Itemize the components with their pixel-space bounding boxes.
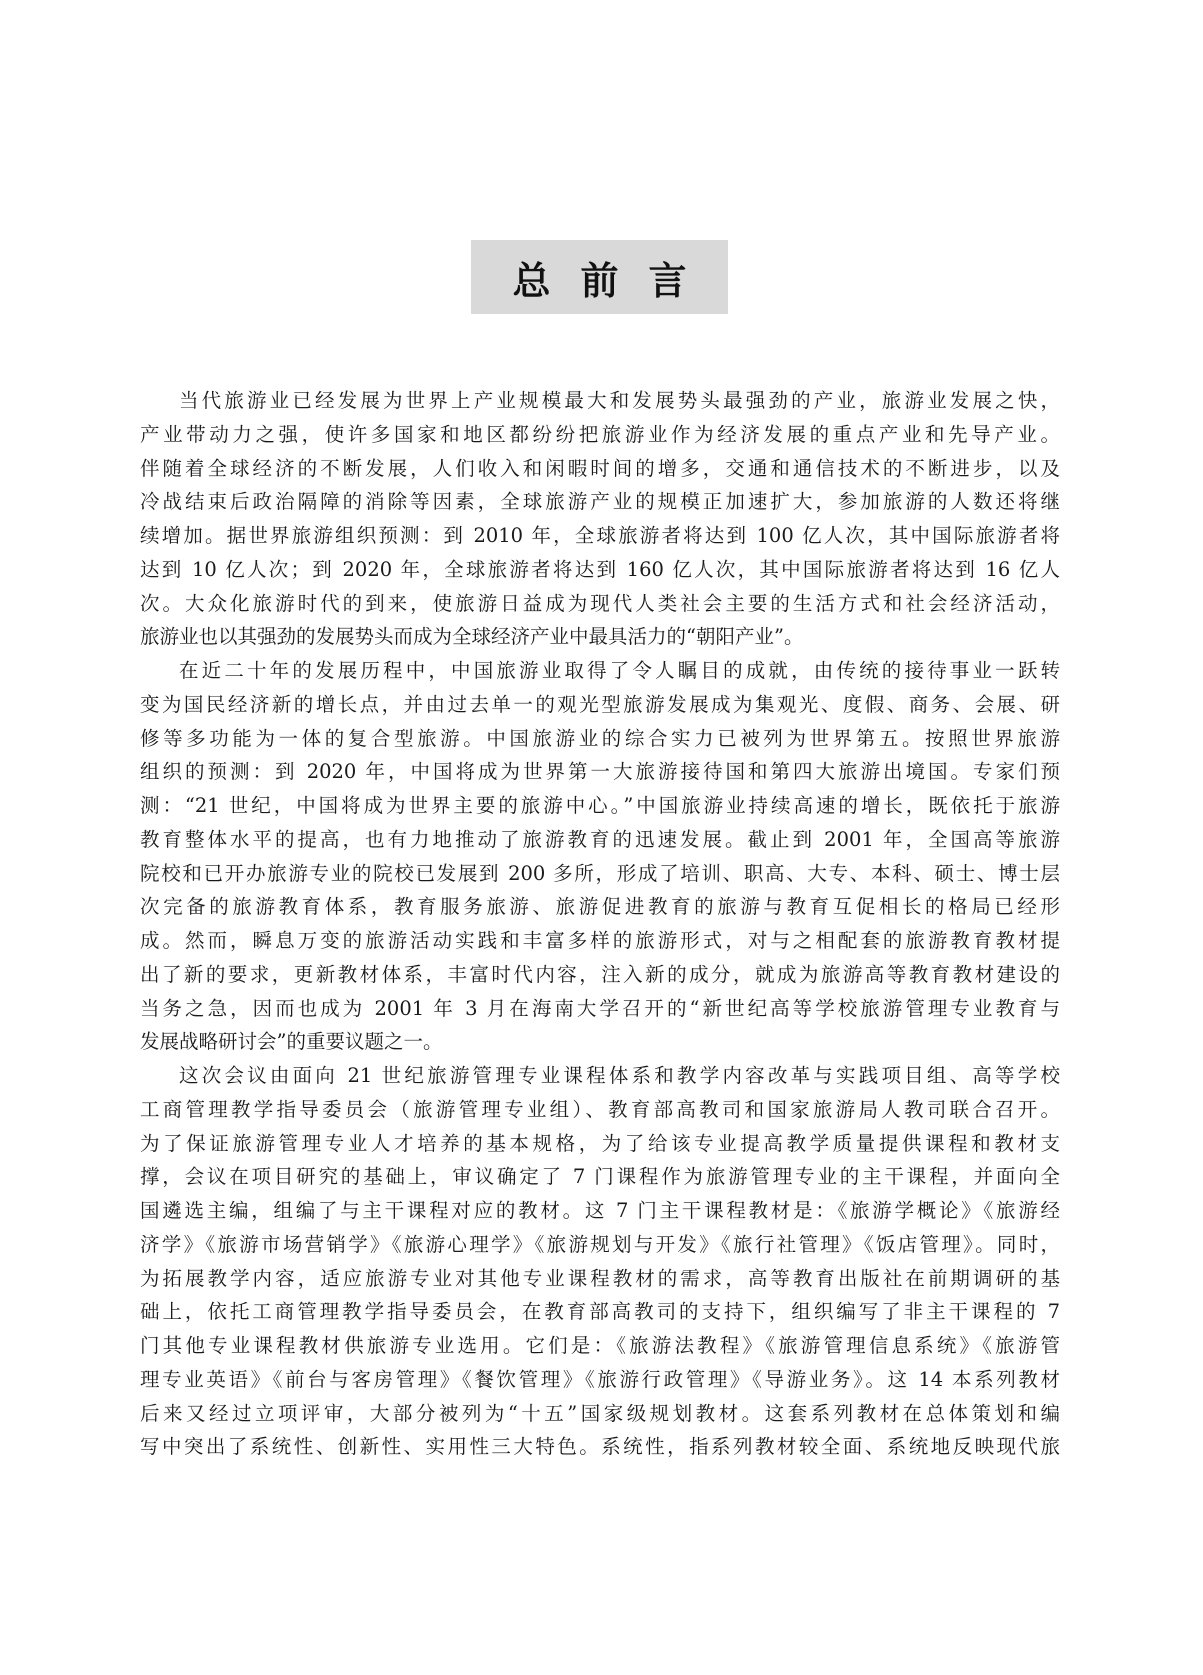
text-line: 础上，依托工商管理教学指导委员会，在教育部高教司的支持下，组织编写了非主干课程的 7 (140, 1300, 1060, 1324)
text-line: 这次会议由面向 21 世纪旅游管理专业课程体系和教学内容改革与实践项目组、高等学校 (179, 1064, 1060, 1087)
text-line: 当务之急，因而也成为 2001 年 3 月在海南大学召开的“新世纪高等学校旅游管理专业教育与 (140, 996, 1060, 1020)
text-line: 为拓展教学内容，适应旅游专业对其他专业课程教材的需求，高等教育出版社在前期调研的基 (140, 1266, 1060, 1290)
text-line: 教育整体水平的提高，也有力地推动了旅游教育的迅速发展。截止到 2001 年，全国高等旅游 (140, 827, 1060, 851)
text-line: 撑，会议在项目研究的基础上，审议确定了 7 门课程作为旅游管理专业的主干课程，并面向全 (140, 1165, 1060, 1189)
paragraph (140, 654, 1060, 1059)
preface-body (140, 384, 1060, 1464)
text-line: 工商管理教学指导委员会（旅游管理专业组）、教育部高教司和国家旅游局人教司联合召开。 (140, 1097, 1060, 1121)
text-line: 写中突出了系统性、创新性、实用性三大特色。系统性，指系列教材较全面、系统地反映现代旅 (140, 1435, 1060, 1459)
text-line: 理专业英语》《前台与客房管理》《餐饮管理》《旅游行政管理》《导游业务》。这 14 本系列教材 (140, 1367, 1060, 1391)
page-title: 总前言 (512, 258, 717, 303)
text-line: 达到 10 亿人次；到 2020 年，全球旅游者将达到 160 亿人次，其中国际旅游者将达到 16 亿人 (140, 557, 1060, 581)
text-line: 发展战略研讨会”的重要议题之一。 (140, 1030, 443, 1054)
text-line: 次。大众化旅游时代的到来，使旅游日益成为现代人类社会主要的生活方式和社会经济活动， (140, 591, 1060, 615)
text-line: 组织的预测：到 2020 年，中国将成为世界第一大旅游接待国和第四大旅游出境国。专家们预 (140, 760, 1060, 784)
text-line: 门其他专业课程教材供旅游专业选用。它们是：《旅游法教程》《旅游管理信息系统》《旅游管 (140, 1334, 1060, 1357)
text-line: 测：“21 世纪，中国将成为世界主要的旅游中心。”中国旅游业持续高速的增长，既依托于旅游 (140, 794, 1060, 817)
text-line: 为了保证旅游管理专业人才培养的基本规格，为了给该专业提高教学质量提供课程和教材支 (140, 1131, 1060, 1155)
text-line: 变为国民经济新的增长点，并由过去单一的观光型旅游发展成为集观光、度假、商务、会展、研 (140, 692, 1060, 716)
text-line: 次完备的旅游教育体系，教育服务旅游、旅游促进教育的旅游与教育互促相长的格局已经形 (140, 895, 1060, 919)
title-banner (471, 240, 728, 314)
text-line: 续增加。据世界旅游组织预测：到 2010 年，全球旅游者将达到 100 亿人次，其中国际旅游者将 (140, 524, 1060, 547)
paragraph (140, 384, 1060, 654)
text-line: 伴随着全球经济的不断发展，人们收入和闲暇时间的增多，交通和通信技术的不断进步，以及 (140, 456, 1060, 480)
text-line: 修等多功能为一体的复合型旅游。中国旅游业的综合实力已被列为世界第五。按照世界旅游 (140, 726, 1060, 750)
text-line: 旅游业也以其强劲的发展势头而成为全球经济产业中最具活力的“朝阳产业”。 (140, 625, 804, 649)
text-line: 国遴选主编，组编了与主干课程对应的教材。这 7 门主干课程教材是：《旅游学概论》《旅游经 (140, 1199, 1060, 1222)
text-line: 后来又经过立项评审，大部分被列为“十五”国家级规划教材。这套系列教材在总体策划和编 (140, 1401, 1060, 1425)
text-line: 当代旅游业已经发展为世界上产业规模最大和发展势头最强劲的产业，旅游业发展之快， (179, 389, 1060, 412)
paragraph (140, 1059, 1060, 1464)
text-line: 产业带动力之强，使许多国家和地区都纷纷把旅游业作为经济发展的重点产业和先导产业。 (140, 422, 1060, 446)
text-line: 济学》《旅游市场营销学》《旅游心理学》《旅游规划与开发》《旅行社管理》《饭店管理》。同时， (140, 1232, 1060, 1256)
text-line: 在近二十年的发展历程中，中国旅游业取得了令人瞩目的成就，由传统的接待事业一跃转 (179, 659, 1060, 682)
text-line: 成。然而，瞬息万变的旅游活动实践和丰富多样的旅游形式，对与之相配套的旅游教育教材提 (140, 929, 1060, 952)
text-line: 出了新的要求，更新教材体系，丰富时代内容，注入新的成分，就成为旅游高等教育教材建设的 (140, 962, 1060, 986)
text-line: 院校和已开办旅游专业的院校已发展到 200 多所，形成了培训、职高、大专、本科、硕士、博士层 (140, 861, 1060, 885)
text-line: 冷战结束后政治隔障的消除等因素，全球旅游产业的规模正加速扩大，参加旅游的人数还将继 (140, 490, 1060, 514)
